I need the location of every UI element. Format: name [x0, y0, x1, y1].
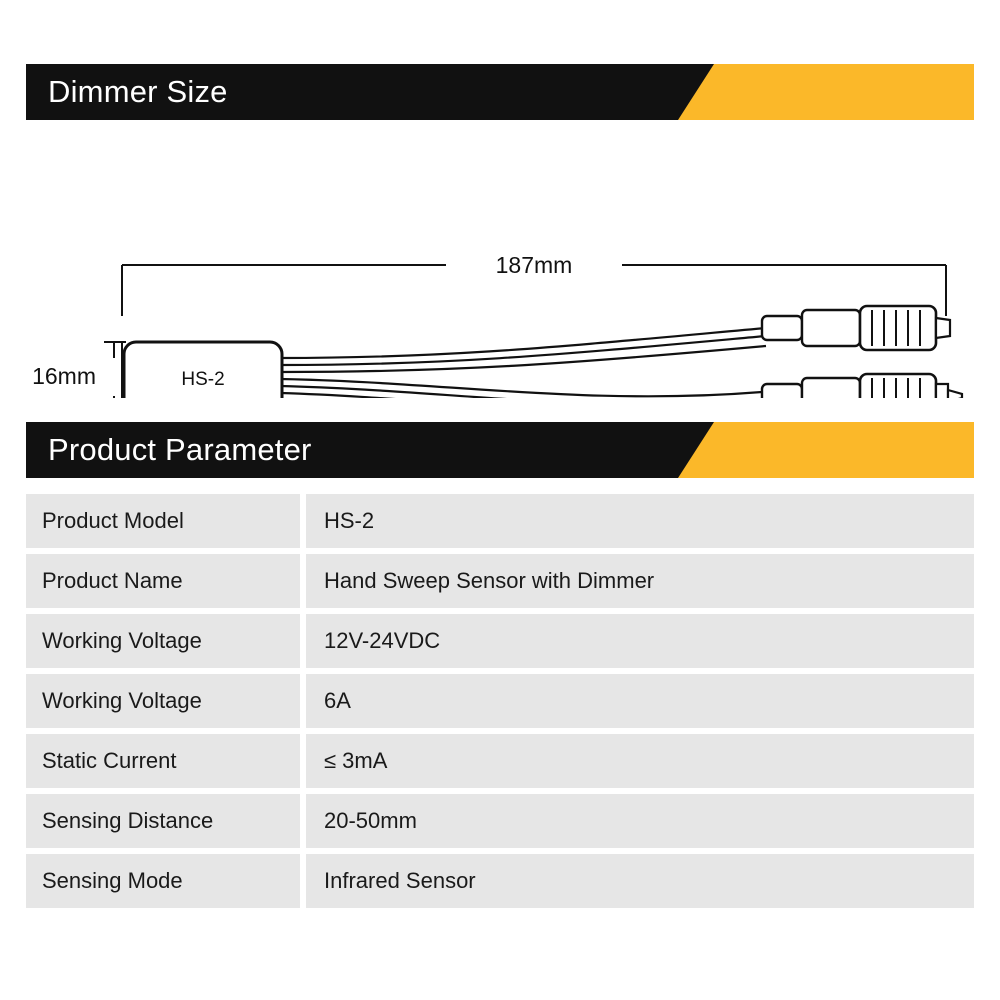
mid-spacer	[0, 398, 1000, 422]
product-parameter-table	[26, 494, 974, 908]
section-banner-dimmer-size	[26, 64, 974, 120]
dimension-total-length: 187mm	[495, 252, 573, 278]
table-row	[26, 674, 974, 728]
param-key: Working Voltage	[26, 674, 300, 728]
dimension-height: 16mm	[32, 363, 96, 389]
param-key: Working Voltage	[26, 614, 300, 668]
param-value: Infrared Sensor	[306, 854, 974, 908]
section-banner-product-parameter	[26, 422, 974, 478]
table-row	[26, 854, 974, 908]
param-key: Static Current	[26, 734, 300, 788]
section-title-dimmer-size: Dimmer Size	[48, 74, 228, 109]
param-key: Product Name	[26, 554, 300, 608]
dimmer-size-diagram	[26, 120, 974, 398]
table-row	[26, 734, 974, 788]
param-value: Hand Sweep Sensor with Dimmer	[306, 554, 974, 608]
param-key: Sensing Mode	[26, 854, 300, 908]
param-value: HS-2	[306, 494, 974, 548]
param-value: 20-50mm	[306, 794, 974, 848]
table-row	[26, 614, 974, 668]
table-row	[26, 794, 974, 848]
param-key: Product Model	[26, 494, 300, 548]
param-key: Sensing Distance	[26, 794, 300, 848]
param-value: 6A	[306, 674, 974, 728]
svg-text:HS-2: HS-2	[181, 369, 225, 390]
section-title-product-parameter: Product Parameter	[48, 432, 312, 467]
top-spacer	[0, 0, 1000, 64]
table-row	[26, 554, 974, 608]
param-value: ≤ 3mA	[306, 734, 974, 788]
param-value: 12V-24VDC	[306, 614, 974, 668]
table-row	[26, 494, 974, 548]
